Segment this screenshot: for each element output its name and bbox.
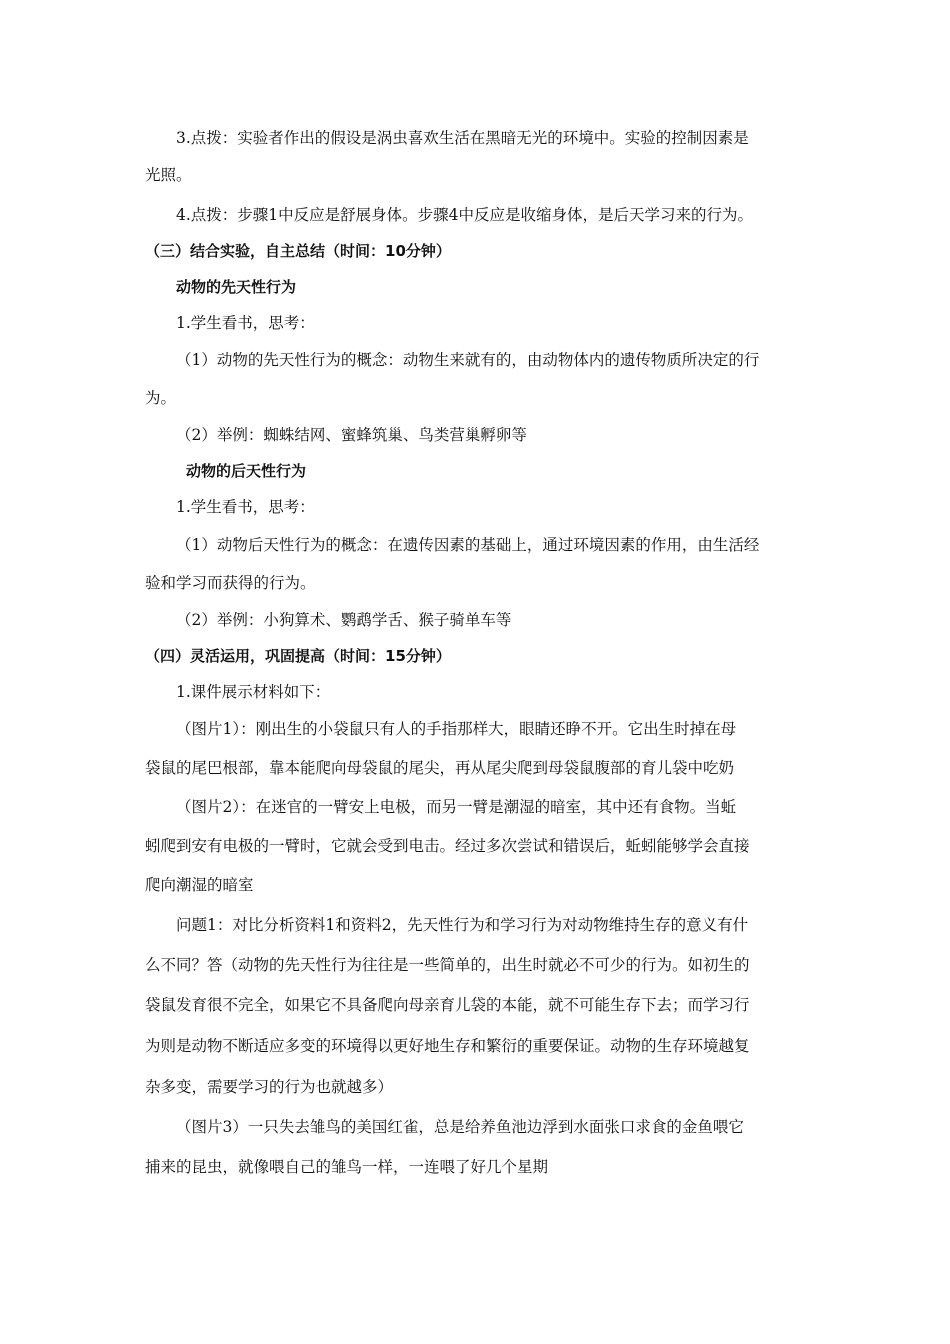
subsection-heading: 动物的后天性行为 xyxy=(186,462,307,480)
paragraph-line: 1.学生看书，思考： xyxy=(176,498,315,516)
paragraph-line: （2）举例：小狗算术、鹦鹉学舌、猴子骑单车等 xyxy=(176,611,512,629)
paragraph-line: 袋鼠的尾巴根部，靠本能爬向母袋鼠的尾尖，再从尾尖爬到母袋鼠腹部的育儿袋中吃奶 xyxy=(145,759,735,777)
section-heading: （四）灵活运用，巩固提高（时间：15分钟） xyxy=(145,647,451,665)
paragraph-line: 为。 xyxy=(145,389,177,407)
paragraph-line: （1）动物后天性行为的概念：在遗传因素的基础上，通过环境因素的作用，由生活经 xyxy=(176,536,760,554)
paragraph-line: （图片2）：在迷官的一臂安上电极，而另一臂是潮湿的暗室，其中还有食物。当蚯 xyxy=(176,798,737,816)
subsection-heading: 动物的先天性行为 xyxy=(176,278,297,296)
paragraph-line: 1.课件展示材料如下： xyxy=(176,683,331,701)
paragraph-line: （1）动物的先天性行为的概念：动物生来就有的，由动物体内的遗传物质所决定的行 xyxy=(176,351,760,369)
paragraph-line: （图片1）：刚出生的小袋鼠只有人的手指那样大，眼睛还睁不开。它出生时掉在母 xyxy=(176,720,737,738)
paragraph-line: 1.学生看书，思考： xyxy=(176,314,315,332)
paragraph-line: （图片3）一只失去雏鸟的美国红雀，总是给养鱼池边浮到水面张口求食的金鱼喂它 xyxy=(176,1118,744,1136)
paragraph-line: 么不同？答（动物的先天性行为往往是一些简单的，出生时就必不可少的行为。如初生的 xyxy=(145,956,750,974)
paragraph-line: 袋鼠发育很不完全，如果它不具备爬向母亲育儿袋的本能，就不可能生存下去；而学习行 xyxy=(145,996,750,1014)
paragraph-line: 蚓爬到安有电极的一臂时，它就会受到电击。经过多次尝试和错误后，蚯蚓能够学会直接 xyxy=(145,837,750,855)
paragraph-line: 验和学习而获得的行为。 xyxy=(145,574,316,592)
section-heading: （三）结合实验，自主总结（时间：10分钟） xyxy=(145,242,451,260)
paragraph-line: 4.点拨：步骤1中反应是舒展身体。步骤4中反应是收缩身体，是后天学习来的行为。 xyxy=(176,206,754,224)
paragraph-line: 问题1：对比分析资料1和资料2，先天性行为和学习行为对动物维持生存的意义有什 xyxy=(176,916,749,934)
paragraph-line: 3.点拨：实验者作出的假设是涡虫喜欢生活在黑暗无光的环境中。实验的控制因素是 xyxy=(176,129,749,147)
paragraph-line: 为则是动物不断适应多变的环境得以更好地生存和繁衍的重要保证。动物的生存环境越复 xyxy=(145,1037,750,1055)
paragraph-line: （2）举例：蜘蛛结网、蜜蜂筑巢、鸟类营巢孵卵等 xyxy=(176,426,527,444)
paragraph-line: 光照。 xyxy=(145,166,192,184)
paragraph-line: 捕来的昆虫，就像喂自己的雏鸟一样，一连喂了好几个星期 xyxy=(145,1158,549,1176)
paragraph-line: 爬向潮湿的暗室 xyxy=(145,876,254,894)
paragraph-line: 杂多变，需要学习的行为也就越多） xyxy=(145,1078,394,1096)
